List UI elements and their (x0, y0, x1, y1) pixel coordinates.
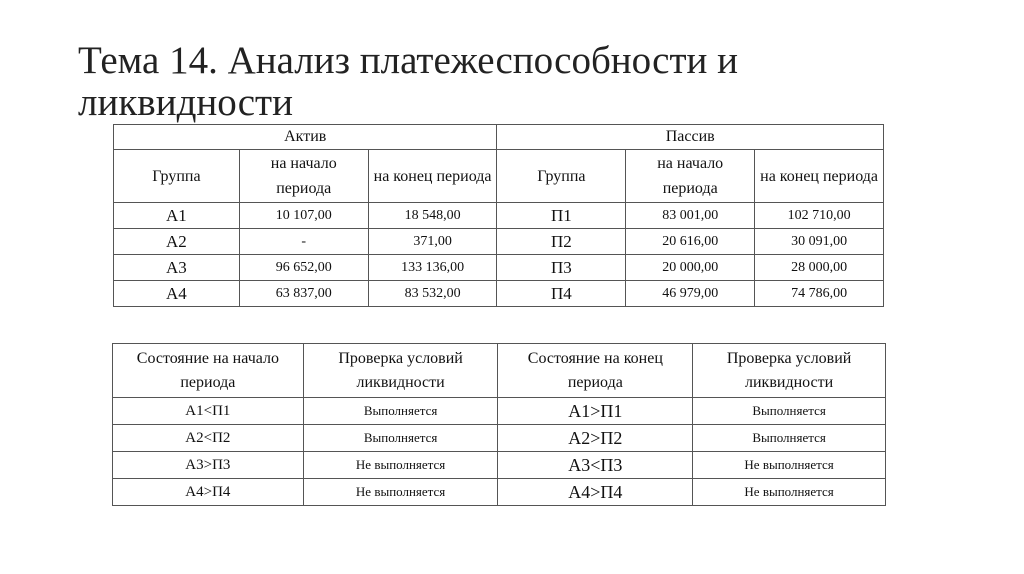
end-state-cell: А4>П4 (498, 479, 693, 506)
end-check-cell: Выполняется (693, 398, 886, 425)
table-row (114, 255, 884, 281)
end-check-cell: Не выполняется (693, 452, 886, 479)
end-state-header: Состояние на конец периода (498, 344, 693, 398)
assets-start-header: на начало периода (239, 150, 368, 203)
table-row (113, 452, 886, 479)
asset-start-cell: 96 652,00 (239, 255, 368, 281)
start-check-cell: Выполняется (303, 425, 498, 452)
balance-subheader-row (114, 150, 884, 203)
liability-group-cell: П2 (497, 229, 626, 255)
table-row (113, 425, 886, 452)
check-header-row (113, 344, 886, 398)
start-state-header: Состояние на начало периода (113, 344, 304, 398)
end-state-cell: А2>П2 (498, 425, 693, 452)
table-row (114, 229, 884, 255)
end-state-cell: А3<П3 (498, 452, 693, 479)
asset-end-cell: 133 136,00 (368, 255, 497, 281)
asset-group-cell: А4 (114, 281, 240, 307)
assets-group-header: Группа (114, 150, 240, 203)
liability-end-cell: 74 786,00 (755, 281, 884, 307)
asset-group-cell: А2 (114, 229, 240, 255)
end-check-cell: Выполняется (693, 425, 886, 452)
start-check-cell: Не выполняется (303, 479, 498, 506)
asset-end-cell: 83 532,00 (368, 281, 497, 307)
start-check-cell: Выполняется (303, 398, 498, 425)
asset-start-cell: - (239, 229, 368, 255)
start-state-cell: А4>П4 (113, 479, 304, 506)
balance-table (113, 124, 884, 307)
end-check-cell: Не выполняется (693, 479, 886, 506)
liquidity-check-table (112, 343, 886, 506)
end-check-header: Проверка условий ликвидности (693, 344, 886, 398)
slide-title: Тема 14. Анализ платежеспособности и ликвидности (78, 39, 738, 124)
assets-end-header: на конец периода (368, 150, 497, 203)
asset-end-cell: 18 548,00 (368, 203, 497, 229)
asset-start-cell: 63 837,00 (239, 281, 368, 307)
liabilities-start-header: на начало периода (626, 150, 755, 203)
liability-end-cell: 30 091,00 (755, 229, 884, 255)
asset-group-cell: А1 (114, 203, 240, 229)
liability-group-cell: П1 (497, 203, 626, 229)
liability-end-cell: 102 710,00 (755, 203, 884, 229)
liabilities-header: Пассив (497, 125, 884, 150)
start-state-cell: А3>П3 (113, 452, 304, 479)
asset-group-cell: А3 (114, 255, 240, 281)
liability-group-cell: П3 (497, 255, 626, 281)
liability-start-cell: 83 001,00 (626, 203, 755, 229)
start-state-cell: А2<П2 (113, 425, 304, 452)
table-row (114, 203, 884, 229)
table-row (114, 281, 884, 307)
table-row (113, 398, 886, 425)
balance-section-header-row (114, 125, 884, 150)
start-state-cell: А1<П1 (113, 398, 304, 425)
liabilities-group-header: Группа (497, 150, 626, 203)
table-row (113, 479, 886, 506)
start-check-header: Проверка условий ликвидности (303, 344, 498, 398)
asset-start-cell: 10 107,00 (239, 203, 368, 229)
liability-end-cell: 28 000,00 (755, 255, 884, 281)
liability-start-cell: 20 616,00 (626, 229, 755, 255)
liability-start-cell: 46 979,00 (626, 281, 755, 307)
start-check-cell: Не выполняется (303, 452, 498, 479)
liability-start-cell: 20 000,00 (626, 255, 755, 281)
liability-group-cell: П4 (497, 281, 626, 307)
assets-header: Актив (114, 125, 497, 150)
liabilities-end-header: на конец периода (755, 150, 884, 203)
end-state-cell: А1>П1 (498, 398, 693, 425)
asset-end-cell: 371,00 (368, 229, 497, 255)
